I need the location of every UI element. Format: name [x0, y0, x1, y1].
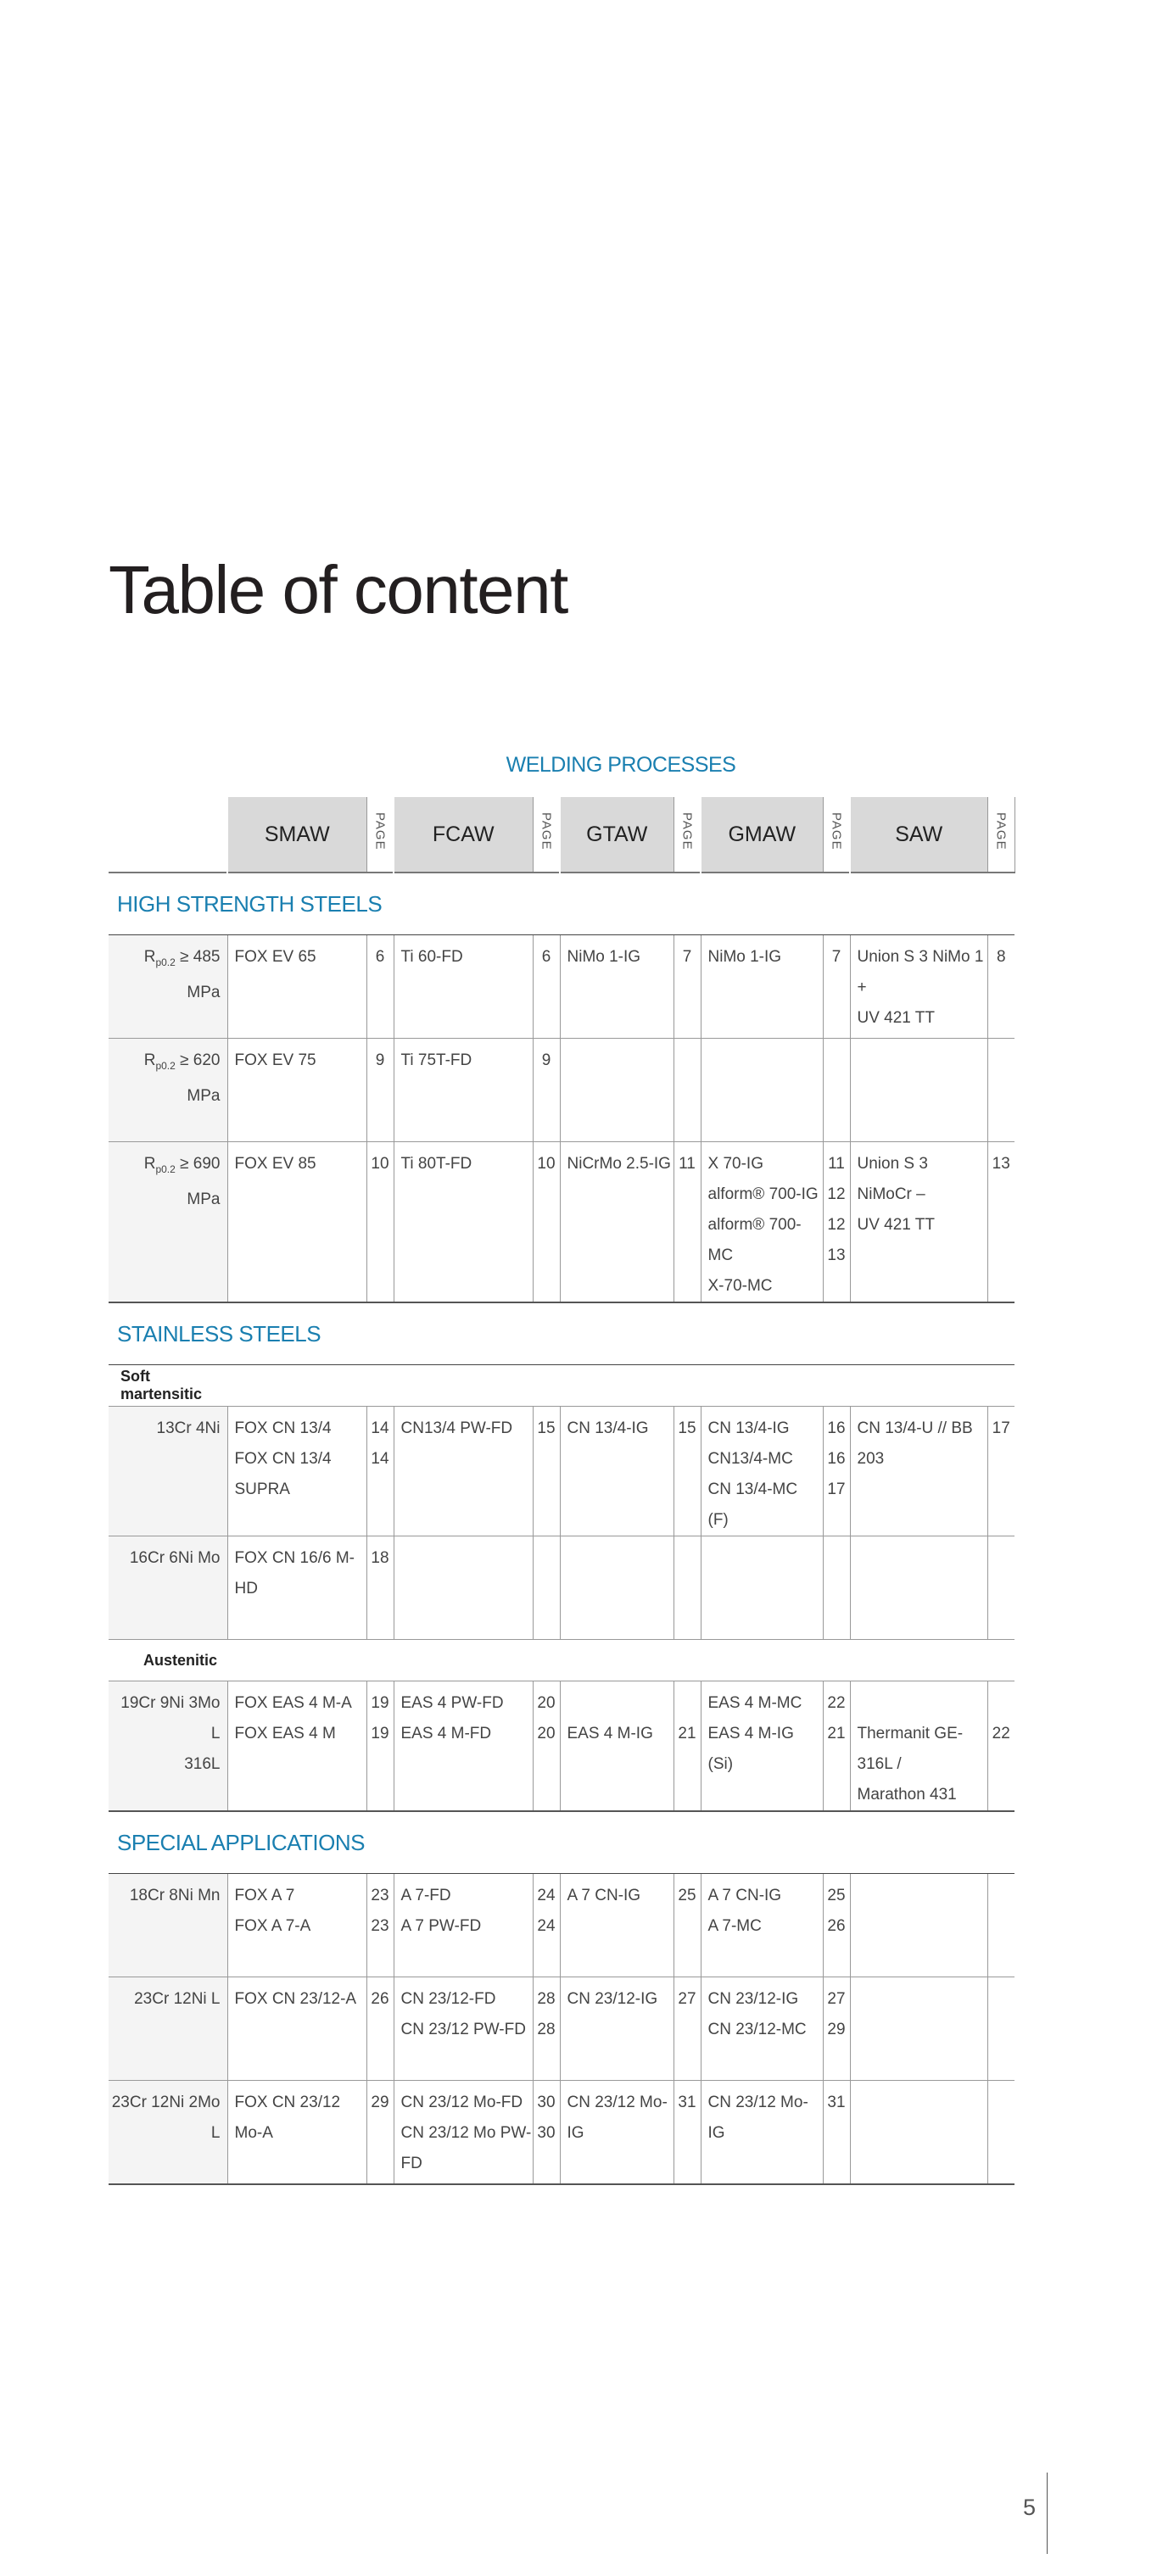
cell-line: 13Cr 4Ni: [156, 1419, 221, 1437]
cell-line: FOX EV 65: [234, 948, 316, 966]
cell-line: NiMo 1-IG: [567, 948, 641, 966]
cell-line: 31: [827, 2094, 846, 2111]
cell-line: UV 421 TT: [857, 1216, 936, 1234]
smaw-page-cell: [366, 1039, 394, 1142]
gmaw-page-cell: [823, 1681, 850, 1812]
fcaw-product-cell: [394, 1977, 533, 2081]
cell-line: 6: [375, 948, 385, 966]
cell-line: 11: [679, 1155, 696, 1173]
header-fcaw: FCAW: [394, 797, 533, 873]
welding-processes-heading: WELDING PROCESSES: [506, 753, 736, 777]
cell-line: 19Cr 9Ni 3Mo L: [120, 1694, 221, 1742]
cell-line: FOX CN 13/4: [234, 1419, 332, 1437]
category-cell: [109, 1977, 227, 2081]
saw-product-cell: [850, 1977, 987, 2081]
header-page: [987, 797, 1014, 873]
cell-line: 10: [371, 1155, 389, 1173]
cell-line: 16: [827, 1419, 846, 1437]
subheading-fill: [227, 1365, 1014, 1407]
saw-product-cell: [850, 935, 987, 1039]
cell-line: 16Cr 6Ni Mo: [129, 1549, 221, 1567]
saw-product-cell: [850, 1536, 987, 1640]
category-cell: [109, 1874, 227, 1977]
gmaw-page-cell: [823, 1874, 850, 1977]
section-row: [109, 873, 1014, 935]
header-page-label: PAGE: [539, 812, 554, 850]
cell-line: CN 13/4-MC (F): [707, 1480, 798, 1529]
fcaw-product-cell: [394, 1874, 533, 1977]
fcaw-page-cell: [533, 1681, 560, 1812]
gmaw-product-cell: [701, 1874, 823, 1977]
saw-page-cell: [987, 1142, 1014, 1303]
cell-line: 22: [827, 1694, 846, 1712]
cell-line: [674, 1688, 701, 1719]
cell-line: NiMo 1-IG: [707, 948, 782, 966]
page-title: Table of content: [109, 552, 567, 627]
cell-line: UV 421 TT: [857, 1009, 936, 1027]
cell-line: Ti 60-FD: [400, 948, 463, 966]
table-row: [109, 1977, 1014, 2081]
gmaw-product-cell: [701, 1977, 823, 2081]
saw-page-cell: [987, 1536, 1014, 1640]
fcaw-page-cell: [533, 1039, 560, 1142]
cell-line: 24: [537, 1917, 556, 1935]
cell-line: Ti 80T-FD: [400, 1155, 472, 1173]
cell-line: [858, 1688, 987, 1719]
cell-line: 19: [371, 1694, 389, 1712]
cell-line: 16: [827, 1450, 846, 1468]
cell-line: 14: [371, 1419, 389, 1437]
category-value: ≥ 620 MPa: [175, 1051, 221, 1105]
cell-line: 23Cr 12Ni 2Mo L: [111, 2094, 221, 2142]
table-row: [109, 1681, 1014, 1812]
smaw-product-cell: [227, 1142, 366, 1303]
category-cell: [109, 1681, 227, 1812]
table-row: [109, 935, 1014, 1039]
smaw-product-cell: [227, 1977, 366, 2081]
table-row: [109, 1407, 1014, 1536]
cell-line: CN 23/12-IG: [707, 1990, 799, 2008]
saw-page-cell: [987, 1039, 1014, 1142]
header-page: [533, 797, 560, 873]
header-blank: [109, 797, 227, 873]
gtaw-page-cell: [674, 2081, 701, 2184]
cell-line: 12: [827, 1185, 846, 1203]
subheading-row: [109, 1640, 1014, 1681]
cell-line: A 7 PW-FD: [400, 1917, 482, 1935]
fcaw-page-cell: [533, 935, 560, 1039]
table-header-row: [109, 797, 1014, 873]
gtaw-product-cell: [560, 2081, 674, 2184]
saw-product-cell: [850, 1681, 987, 1812]
smaw-product-cell: [227, 1039, 366, 1142]
category-cell: [109, 935, 227, 1039]
cell-line: FOX EV 85: [234, 1155, 316, 1173]
smaw-page-cell: [366, 1142, 394, 1303]
cell-line: X 70-IG: [707, 1155, 763, 1173]
saw-page-cell: [987, 1977, 1014, 2081]
saw-product-cell: [850, 2081, 987, 2184]
section-heading: HIGH STRENGTH STEELS: [109, 873, 1014, 935]
gmaw-page-cell: [823, 935, 850, 1039]
cell-line: CN 23/12-IG: [567, 1990, 658, 2008]
cell-line: 8: [996, 948, 1006, 966]
subheading-row: [109, 1365, 1014, 1407]
cell-line: 15: [678, 1419, 696, 1437]
fcaw-page-cell: [533, 1536, 560, 1640]
cell-line: EAS 4 PW-FD: [400, 1694, 504, 1712]
gtaw-product-cell: [560, 1536, 674, 1640]
cell-line: 18: [371, 1549, 389, 1567]
cell-line: Ti 75T-FD: [400, 1051, 472, 1069]
saw-product-cell: [850, 1142, 987, 1303]
smaw-product-cell: [227, 2081, 366, 2184]
cell-line: 25: [827, 1887, 846, 1904]
cell-line: 28: [537, 2021, 556, 2038]
cell-line: 20: [537, 1725, 556, 1742]
page-number: 5: [1023, 2495, 1037, 2520]
cell-line: CN 23/12 Mo-FD: [400, 2094, 523, 2111]
fcaw-page-cell: [533, 1142, 560, 1303]
cell-line: Union S 3 NiMo 1 +: [857, 948, 984, 996]
smaw-page-cell: [366, 1874, 394, 1977]
cell-line: 18Cr 8Ni Mn: [129, 1887, 221, 1904]
cell-line: 22: [992, 1725, 1010, 1742]
fcaw-product-cell: [394, 1536, 533, 1640]
cell-line: 20: [537, 1694, 556, 1712]
cell-line: 21: [827, 1725, 846, 1742]
section-heading: SPECIAL APPLICATIONS: [109, 1811, 1014, 1874]
fcaw-product-cell: [394, 1039, 533, 1142]
table-row: [109, 2081, 1014, 2184]
subheading: Austenitic: [109, 1640, 227, 1681]
gmaw-page-cell: [823, 1977, 850, 2081]
fcaw-product-cell: [394, 1681, 533, 1812]
category-cell: [109, 1039, 227, 1142]
smaw-product-cell: [227, 1407, 366, 1536]
page-number-rule: [1047, 2473, 1048, 2554]
smaw-product-cell: [227, 935, 366, 1039]
gmaw-product-cell: [701, 1039, 823, 1142]
cell-line: FOX CN 23/12 Mo-A: [234, 2094, 341, 2142]
saw-page-cell: [987, 1407, 1014, 1536]
category-prefix: R: [143, 1155, 156, 1173]
cell-line: 26: [827, 1917, 846, 1935]
gtaw-page-cell: [674, 1039, 701, 1142]
cell-line: 13: [992, 1155, 1010, 1173]
gtaw-product-cell: [560, 1977, 674, 2081]
saw-product-cell: [850, 1039, 987, 1142]
cell-line: 30: [537, 2094, 556, 2111]
smaw-product-cell: [227, 1536, 366, 1640]
header-page-label: PAGE: [679, 812, 695, 850]
header-smaw: SMAW: [227, 797, 366, 873]
cell-line: 24: [537, 1887, 556, 1904]
header-gmaw: GMAW: [701, 797, 823, 873]
cell-line: FOX CN 23/12-A: [234, 1990, 357, 2008]
cell-line: A 7-MC: [707, 1917, 762, 1935]
header-page-label: PAGE: [829, 812, 844, 850]
table-row: [109, 1536, 1014, 1640]
cell-line: 19: [371, 1725, 389, 1742]
header-page: [366, 797, 394, 873]
smaw-page-cell: [366, 1407, 394, 1536]
section-heading: STAINLESS STEELS: [109, 1302, 1014, 1365]
cell-line: A 7-FD: [400, 1887, 451, 1904]
cell-line: 15: [537, 1419, 556, 1437]
header-page: [823, 797, 850, 873]
gtaw-page-cell: [674, 1407, 701, 1536]
saw-product-cell: [850, 1874, 987, 1977]
table-row: [109, 1039, 1014, 1142]
cell-line: 29: [371, 2094, 389, 2111]
cell-line: FOX CN 13/4 SUPRA: [234, 1450, 332, 1498]
cell-line: EAS 4 M-MC: [707, 1694, 802, 1712]
fcaw-page-cell: [533, 2081, 560, 2184]
gtaw-page-cell: [674, 1977, 701, 2081]
cell-line: FOX A 7: [234, 1887, 295, 1904]
gtaw-page-cell: [674, 1142, 701, 1303]
fcaw-page-cell: [533, 1874, 560, 1977]
subheading-fill: [227, 1640, 1014, 1681]
cell-line: 7: [682, 948, 692, 966]
saw-page-cell: [987, 1874, 1014, 1977]
category-prefix: R: [143, 948, 156, 966]
gmaw-page-cell: [823, 1407, 850, 1536]
toc-table: [109, 797, 1015, 2185]
cell-line: [988, 1688, 1015, 1719]
cell-line: 6: [541, 948, 551, 966]
cell-line: FOX EV 75: [234, 1051, 316, 1069]
saw-product-cell: [850, 1407, 987, 1536]
category-cell: [109, 1142, 227, 1303]
saw-page-cell: [987, 2081, 1014, 2184]
category-cell: [109, 1536, 227, 1640]
cell-line: FOX CN 16/6 M-HD: [234, 1549, 355, 1597]
cell-line: CN 23/12 Mo PW-FD: [400, 2124, 532, 2172]
cell-line: 17: [992, 1419, 1010, 1437]
gtaw-product-cell: [560, 1039, 674, 1142]
cell-line: 12: [827, 1216, 846, 1234]
cell-line: X-70-MC: [707, 1277, 773, 1295]
gtaw-product-cell: [560, 1681, 674, 1812]
category-value: ≥ 690 MPa: [175, 1155, 221, 1208]
saw-page-cell: [987, 935, 1014, 1039]
cell-line: Union S 3 NiMoCr –: [857, 1155, 928, 1203]
gtaw-page-cell: [674, 1681, 701, 1812]
cell-line: 7: [831, 948, 841, 966]
cell-line: CN13/4 PW-FD: [400, 1419, 513, 1437]
smaw-page-cell: [366, 1977, 394, 2081]
cell-line: 9: [541, 1051, 551, 1069]
cell-line: 30: [537, 2124, 556, 2142]
cell-line: 10: [537, 1155, 556, 1173]
category-subscript: p0.2: [155, 956, 176, 968]
smaw-page-cell: [366, 935, 394, 1039]
cell-line: 23Cr 12Ni L: [134, 1990, 221, 2008]
cell-line: CN 23/12-FD: [400, 1990, 496, 2008]
section-row: [109, 1811, 1014, 1874]
cell-line: 23: [371, 1917, 389, 1935]
header-page-label: PAGE: [372, 812, 388, 850]
cell-line: CN 13/4-IG: [567, 1419, 649, 1437]
cell-line: CN 23/12 Mo-IG: [567, 2094, 668, 2142]
cell-line: CN 23/12 PW-FD: [400, 2021, 526, 2038]
cell-line: 27: [827, 1990, 846, 2008]
fcaw-product-cell: [394, 2081, 533, 2184]
fcaw-page-cell: [533, 1407, 560, 1536]
cell-line: CN 23/12-MC: [707, 2021, 807, 2038]
cell-line: 27: [678, 1990, 696, 2008]
cell-line: FOX A 7-A: [234, 1917, 311, 1935]
cell-line: EAS 4 M-FD: [400, 1725, 492, 1742]
gtaw-page-cell: [674, 935, 701, 1039]
cell-line: 316L: [184, 1755, 221, 1773]
gtaw-product-cell: [560, 935, 674, 1039]
cell-line: 26: [371, 1990, 389, 2008]
gmaw-product-cell: [701, 2081, 823, 2184]
smaw-page-cell: [366, 1536, 394, 1640]
subheading: Soft martensitic: [109, 1365, 227, 1407]
cell-line: [567, 1688, 674, 1719]
cell-line: 29: [827, 2021, 846, 2038]
cell-line: A 7 CN-IG: [707, 1887, 782, 1904]
cell-line: FOX EAS 4 M: [234, 1725, 336, 1742]
cell-line: CN13/4-MC: [707, 1450, 793, 1468]
cell-line: 11: [828, 1155, 845, 1173]
cell-line: FOX EAS 4 M-A: [234, 1694, 352, 1712]
category-prefix: R: [143, 1051, 156, 1069]
cell-line: Marathon 431: [857, 1786, 957, 1804]
cell-line: EAS 4 M-IG (Si): [707, 1725, 794, 1773]
cell-line: alform® 700-IG: [707, 1185, 819, 1203]
category-cell: [109, 2081, 227, 2184]
cell-line: 31: [678, 2094, 696, 2111]
header-gtaw: GTAW: [560, 797, 674, 873]
cell-line: 14: [371, 1450, 389, 1468]
fcaw-page-cell: [533, 1977, 560, 2081]
cell-line: 13: [827, 1246, 846, 1264]
cell-line: 17: [827, 1480, 846, 1498]
gmaw-product-cell: [701, 1142, 823, 1303]
smaw-product-cell: [227, 1874, 366, 1977]
gmaw-product-cell: [701, 1536, 823, 1640]
cell-line: 21: [678, 1725, 696, 1742]
table-row: [109, 1874, 1014, 1977]
smaw-page-cell: [366, 2081, 394, 2184]
gmaw-product-cell: [701, 935, 823, 1039]
cell-line: 25: [678, 1887, 696, 1904]
header-page-label: PAGE: [993, 812, 1009, 850]
category-subscript: p0.2: [155, 1059, 176, 1072]
gmaw-product-cell: [701, 1407, 823, 1536]
cell-line: 28: [537, 1990, 556, 2008]
section-row: [109, 1302, 1014, 1365]
gmaw-page-cell: [823, 1142, 850, 1303]
fcaw-product-cell: [394, 935, 533, 1039]
cell-line: CN 13/4-IG: [707, 1419, 790, 1437]
cell-line: EAS 4 M-IG: [567, 1725, 653, 1742]
gtaw-product-cell: [560, 1407, 674, 1536]
saw-page-cell: [987, 1681, 1014, 1812]
fcaw-product-cell: [394, 1142, 533, 1303]
gmaw-product-cell: [701, 1681, 823, 1812]
category-subscript: p0.2: [155, 1163, 176, 1175]
cell-line: CN 13/4-U // BB 203: [857, 1419, 973, 1468]
table-row: [109, 1142, 1014, 1303]
cell-line: 9: [375, 1051, 385, 1069]
header-saw: SAW: [850, 797, 987, 873]
smaw-product-cell: [227, 1681, 366, 1812]
cell-line: A 7 CN-IG: [567, 1887, 641, 1904]
gmaw-page-cell: [823, 2081, 850, 2184]
gmaw-page-cell: [823, 1039, 850, 1142]
cell-line: alform® 700-MC: [707, 1216, 802, 1264]
fcaw-product-cell: [394, 1407, 533, 1536]
smaw-page-cell: [366, 1681, 394, 1812]
cell-line: CN 23/12 Mo-IG: [707, 2094, 808, 2142]
cell-line: NiCrMo 2.5-IG: [567, 1155, 671, 1173]
gtaw-product-cell: [560, 1874, 674, 1977]
cell-line: Thermanit GE-316L /: [857, 1725, 964, 1773]
category-value: ≥ 485 MPa: [175, 948, 221, 1001]
header-page: [674, 797, 701, 873]
cell-line: 23: [371, 1887, 389, 1904]
gtaw-page-cell: [674, 1874, 701, 1977]
gmaw-page-cell: [823, 1536, 850, 1640]
category-cell: [109, 1407, 227, 1536]
gtaw-page-cell: [674, 1536, 701, 1640]
gtaw-product-cell: [560, 1142, 674, 1303]
